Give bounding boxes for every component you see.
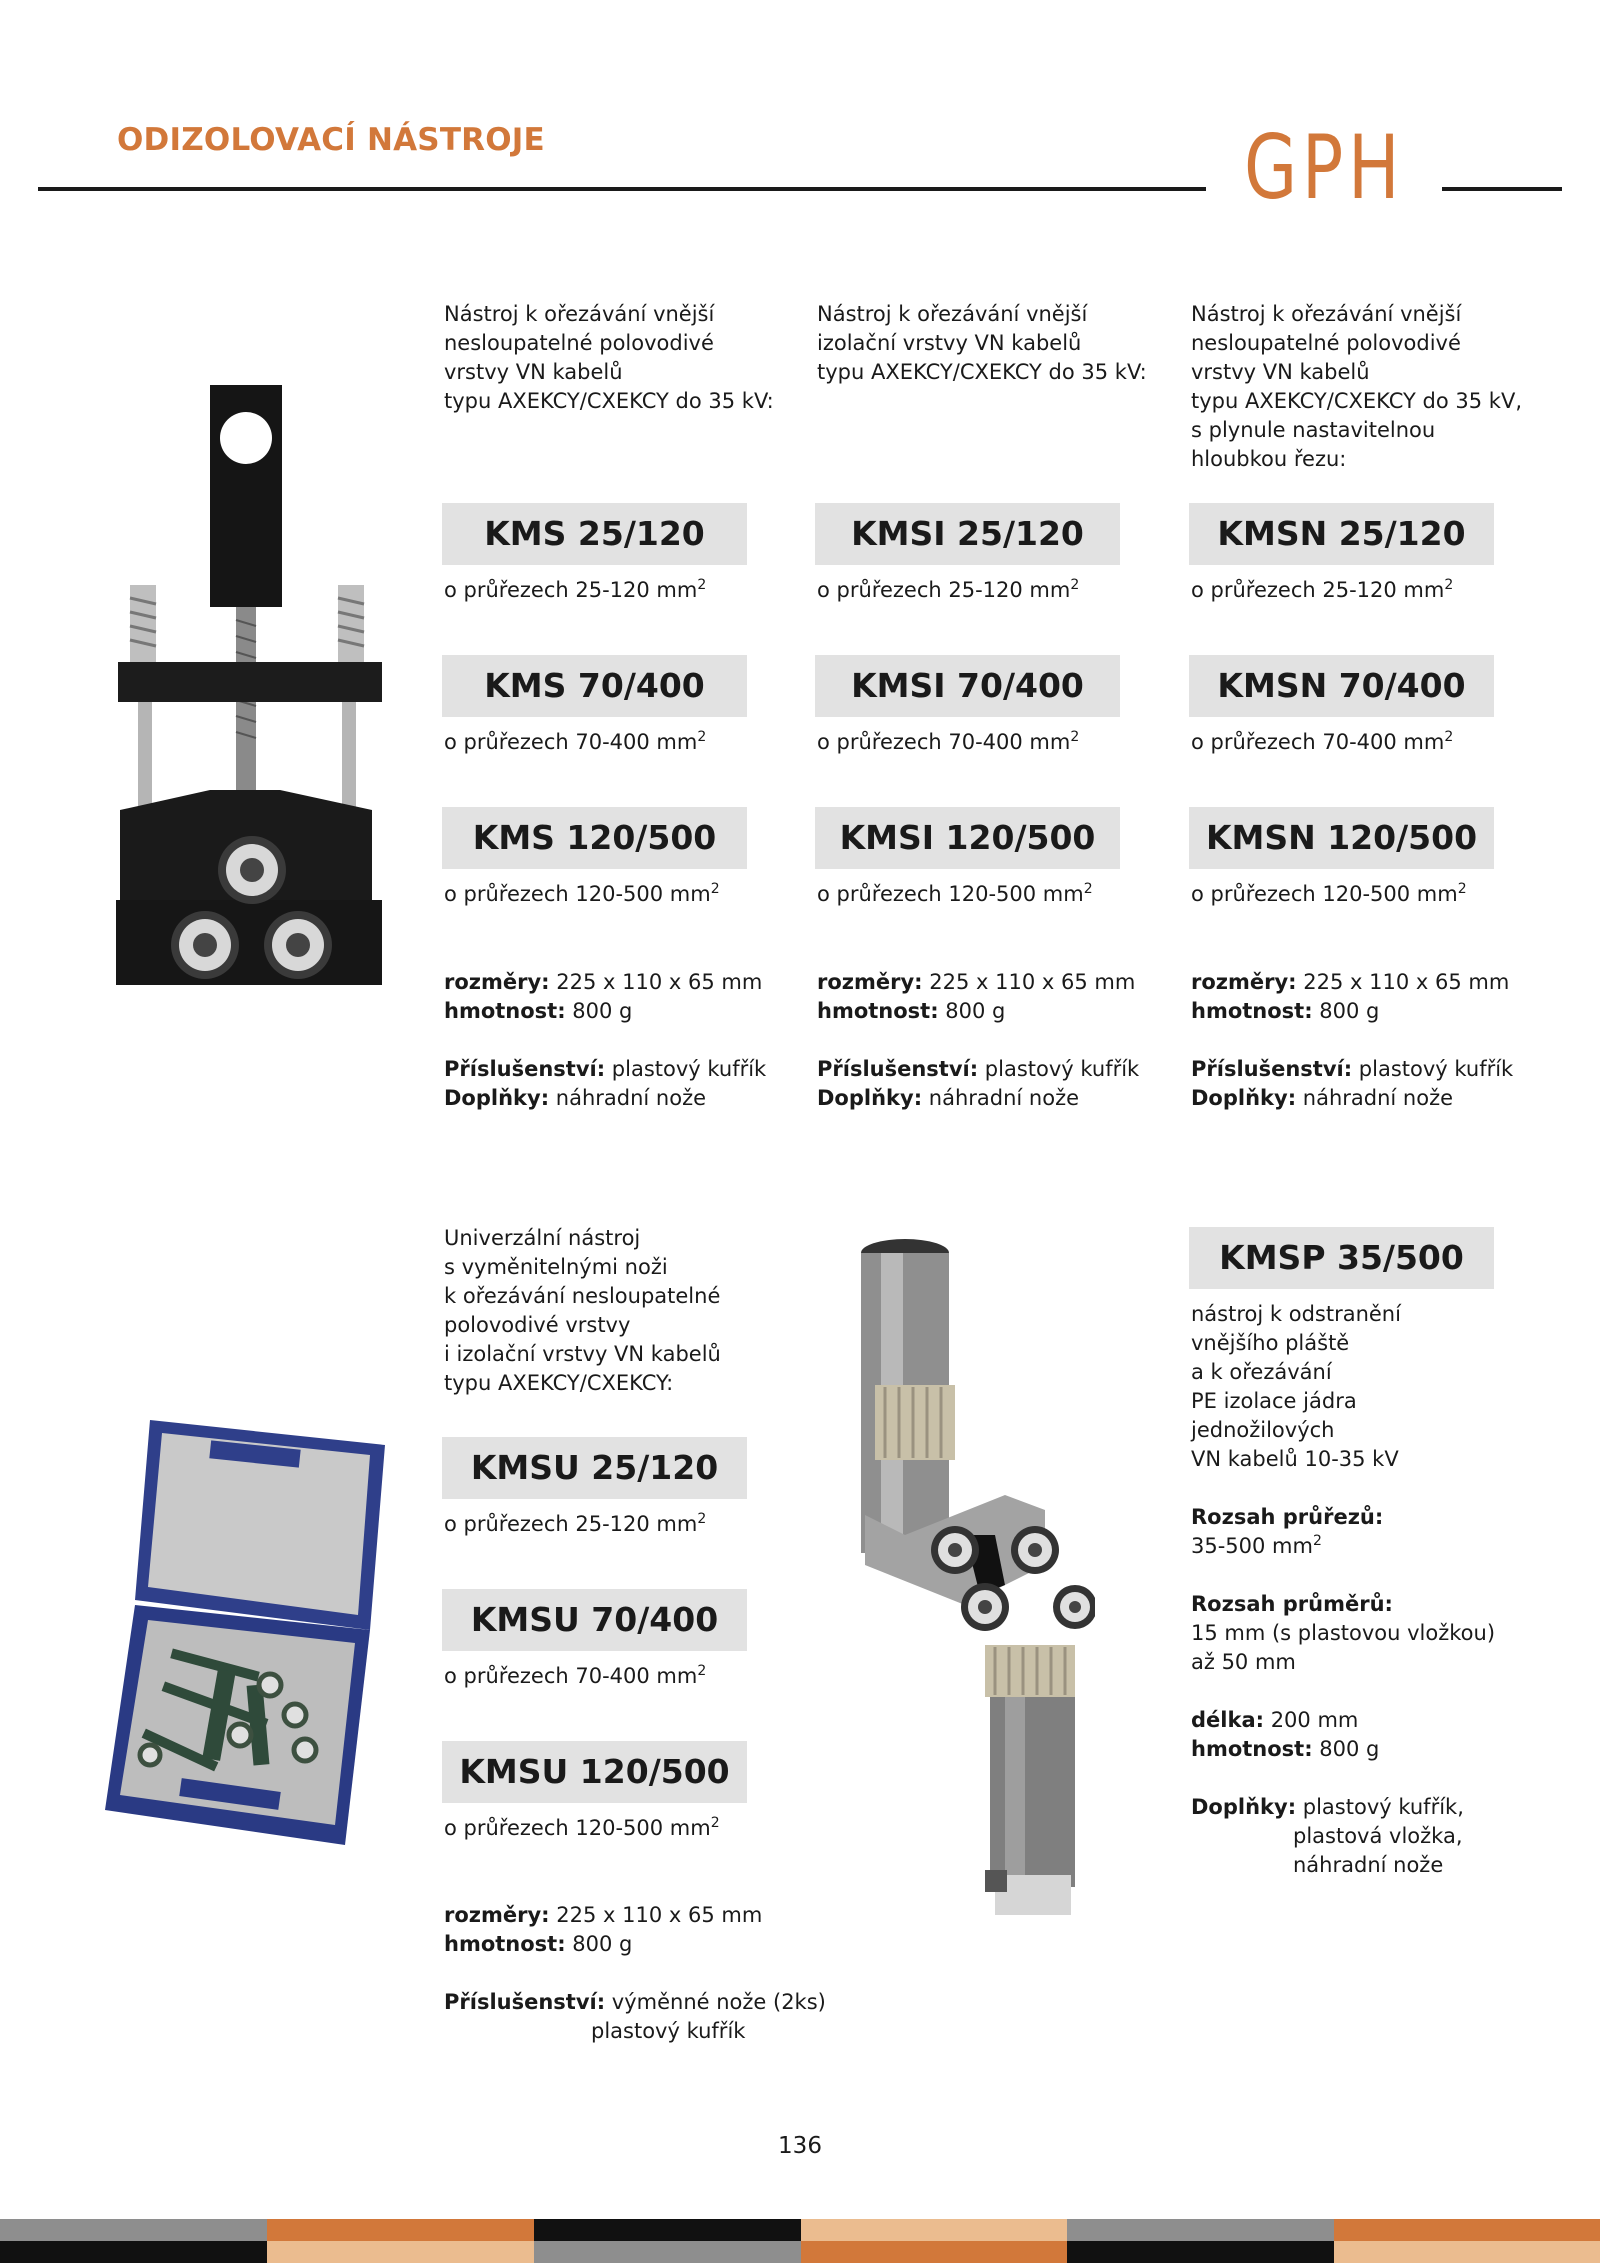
page-number: 136 <box>778 2133 822 2159</box>
section-range: o průřezech 70-400 $mm^2$ <box>444 729 707 754</box>
weight: hmotnost: 800 g <box>1191 999 1380 1023</box>
accessories: Příslušenství: plastový kufřík <box>817 1057 1140 1081</box>
kmsp-tool-photo <box>845 1235 1095 1925</box>
footer-stripe <box>1334 2219 1600 2241</box>
dimensions: rozměry: 225 x 110 x 65 mm <box>1191 970 1510 994</box>
kmsu-description: Univerzální nástroj s vyměnitelnými noži k ořezávání nesloupatelné polovodivé vrstvy i izolační vrstvy VN kabelů typu AXEKCY/CXEKCY: <box>444 1226 721 1395</box>
weight: hmotnost: 800 g <box>444 1932 633 1956</box>
section-range: o průřezech 25-120 $mm^2$ <box>817 577 1080 602</box>
section-range: o průřezech 120-500 $mm^2$ <box>444 881 720 906</box>
footer-stripe <box>1067 2241 1334 2263</box>
section-range: o průřezech 25-120 $mm^2$ <box>444 577 707 602</box>
kmsu-case-photo <box>100 1415 390 1855</box>
section-range: o průřezech 25-120 $mm^2$ <box>1191 577 1454 602</box>
kmsp-column <box>1191 1300 1541 1474</box>
footer-stripe <box>267 2241 534 2263</box>
brand-logo: GPH <box>1244 116 1405 219</box>
extras: Doplňky: náhradní nože <box>817 1086 1080 1110</box>
dimensions: rozměry: 225 x 110 x 65 mm <box>444 1903 763 1927</box>
model-label: KMSI 25/120 <box>815 503 1120 565</box>
extras: Doplňky: náhradní nože <box>444 1086 707 1110</box>
kms-column <box>444 300 794 416</box>
model-label: KMSU 70/400 <box>442 1589 747 1651</box>
kmsi-column <box>817 300 1167 387</box>
diameter-value-1: 15 mm (s plastovou vložkou) <box>1191 1621 1496 1645</box>
section-range: o průřezech 70-400 $mm^2$ <box>444 1663 707 1688</box>
length: délka: 200 mm <box>1191 1708 1359 1732</box>
model-label: KMSN 70/400 <box>1189 655 1494 717</box>
range-value: 35-500 $mm^2$ <box>1191 1533 1322 1558</box>
section-range: o průřezech 120-500 $mm^2$ <box>444 1815 720 1840</box>
section-range: o průřezech 70-400 $mm^2$ <box>817 729 1080 754</box>
model-label: KMSI 120/500 <box>815 807 1120 869</box>
footer-stripe <box>801 2241 1067 2263</box>
kms-description: Nástroj k ořezávání vnější nesloupatelné polovodivé vrstvy VN kabelů typu AXEKCY/CXEKCY do 35 kV: <box>444 302 774 413</box>
section-range: o průřezech 120-500 $mm^2$ <box>1191 881 1467 906</box>
model-label: KMS 120/500 <box>442 807 747 869</box>
extras: Doplňky: náhradní nože <box>1191 1086 1454 1110</box>
accessories: Příslušenství: výměnné nože (2ks) <box>444 1990 826 2014</box>
kmsi-description: Nástroj k ořezávání vnější izolační vrstvy VN kabelů typu AXEKCY/CXEKCY do 35 kV: <box>817 302 1147 384</box>
footer-stripe <box>801 2219 1067 2241</box>
diameter-label: Rozsah průměrů: <box>1191 1592 1393 1616</box>
footer-stripe <box>0 2219 267 2241</box>
kmsp-description: nástroj k odstranění vnějšího pláště a k ořezávání PE izolace jádra jednožilových VN kabelů 10-35 kV <box>1191 1302 1401 1471</box>
header-rule-left <box>38 187 1206 191</box>
kmsu-column <box>444 1224 794 1398</box>
model-label: KMS 70/400 <box>442 655 747 717</box>
model-label: KMSP 35/500 <box>1189 1227 1494 1289</box>
extras-line-3: náhradní nože <box>1293 1853 1444 1877</box>
section-range: o průřezech 25-120 $mm^2$ <box>444 1511 707 1536</box>
footer-stripe <box>1334 2241 1600 2263</box>
accessories-line-2: plastový kufřík <box>591 2019 746 2043</box>
section-range: o průřezech 70-400 $mm^2$ <box>1191 729 1454 754</box>
footer-stripe <box>1067 2219 1334 2241</box>
weight: hmotnost: 800 g <box>1191 1737 1380 1761</box>
accessories: Příslušenství: plastový kufřík <box>444 1057 767 1081</box>
header-rule-right <box>1442 187 1562 191</box>
weight: hmotnost: 800 g <box>817 999 1006 1023</box>
footer-stripe <box>267 2219 534 2241</box>
model-label: KMSU 25/120 <box>442 1437 747 1499</box>
accessories: Příslušenství: plastový kufřík <box>1191 1057 1514 1081</box>
model-label: KMSN 25/120 <box>1189 503 1494 565</box>
extras-line-2: plastová vložka, <box>1293 1824 1463 1848</box>
kms-tool-photo <box>110 380 390 990</box>
footer-stripe <box>534 2241 801 2263</box>
kmsn-description: Nástroj k ořezávání vnější nesloupatelné polovodivé vrstvy VN kabelů typu AXEKCY/CXEKCY do 35 kV, s plynule nastavitelnou hloubkou řezu: <box>1191 302 1523 471</box>
model-label: KMSN 120/500 <box>1189 807 1494 869</box>
section-range: o průřezech 120-500 $mm^2$ <box>817 881 1093 906</box>
dimensions: rozměry: 225 x 110 x 65 mm <box>817 970 1136 994</box>
dimensions: rozměry: 225 x 110 x 65 mm <box>444 970 763 994</box>
kmsn-column <box>1191 300 1541 474</box>
extras: Doplňky: plastový kufřík, <box>1191 1795 1464 1819</box>
section-title: ODIZOLOVACÍ NÁSTROJE <box>117 122 545 158</box>
footer-stripe <box>0 2241 267 2263</box>
weight: hmotnost: 800 g <box>444 999 633 1023</box>
footer-stripe <box>534 2219 801 2241</box>
model-label: KMSU 120/500 <box>442 1741 747 1803</box>
model-label: KMS 25/120 <box>442 503 747 565</box>
diameter-value-2: až 50 mm <box>1191 1650 1296 1674</box>
model-label: KMSI 70/400 <box>815 655 1120 717</box>
range-label: Rozsah průřezů: <box>1191 1505 1384 1529</box>
